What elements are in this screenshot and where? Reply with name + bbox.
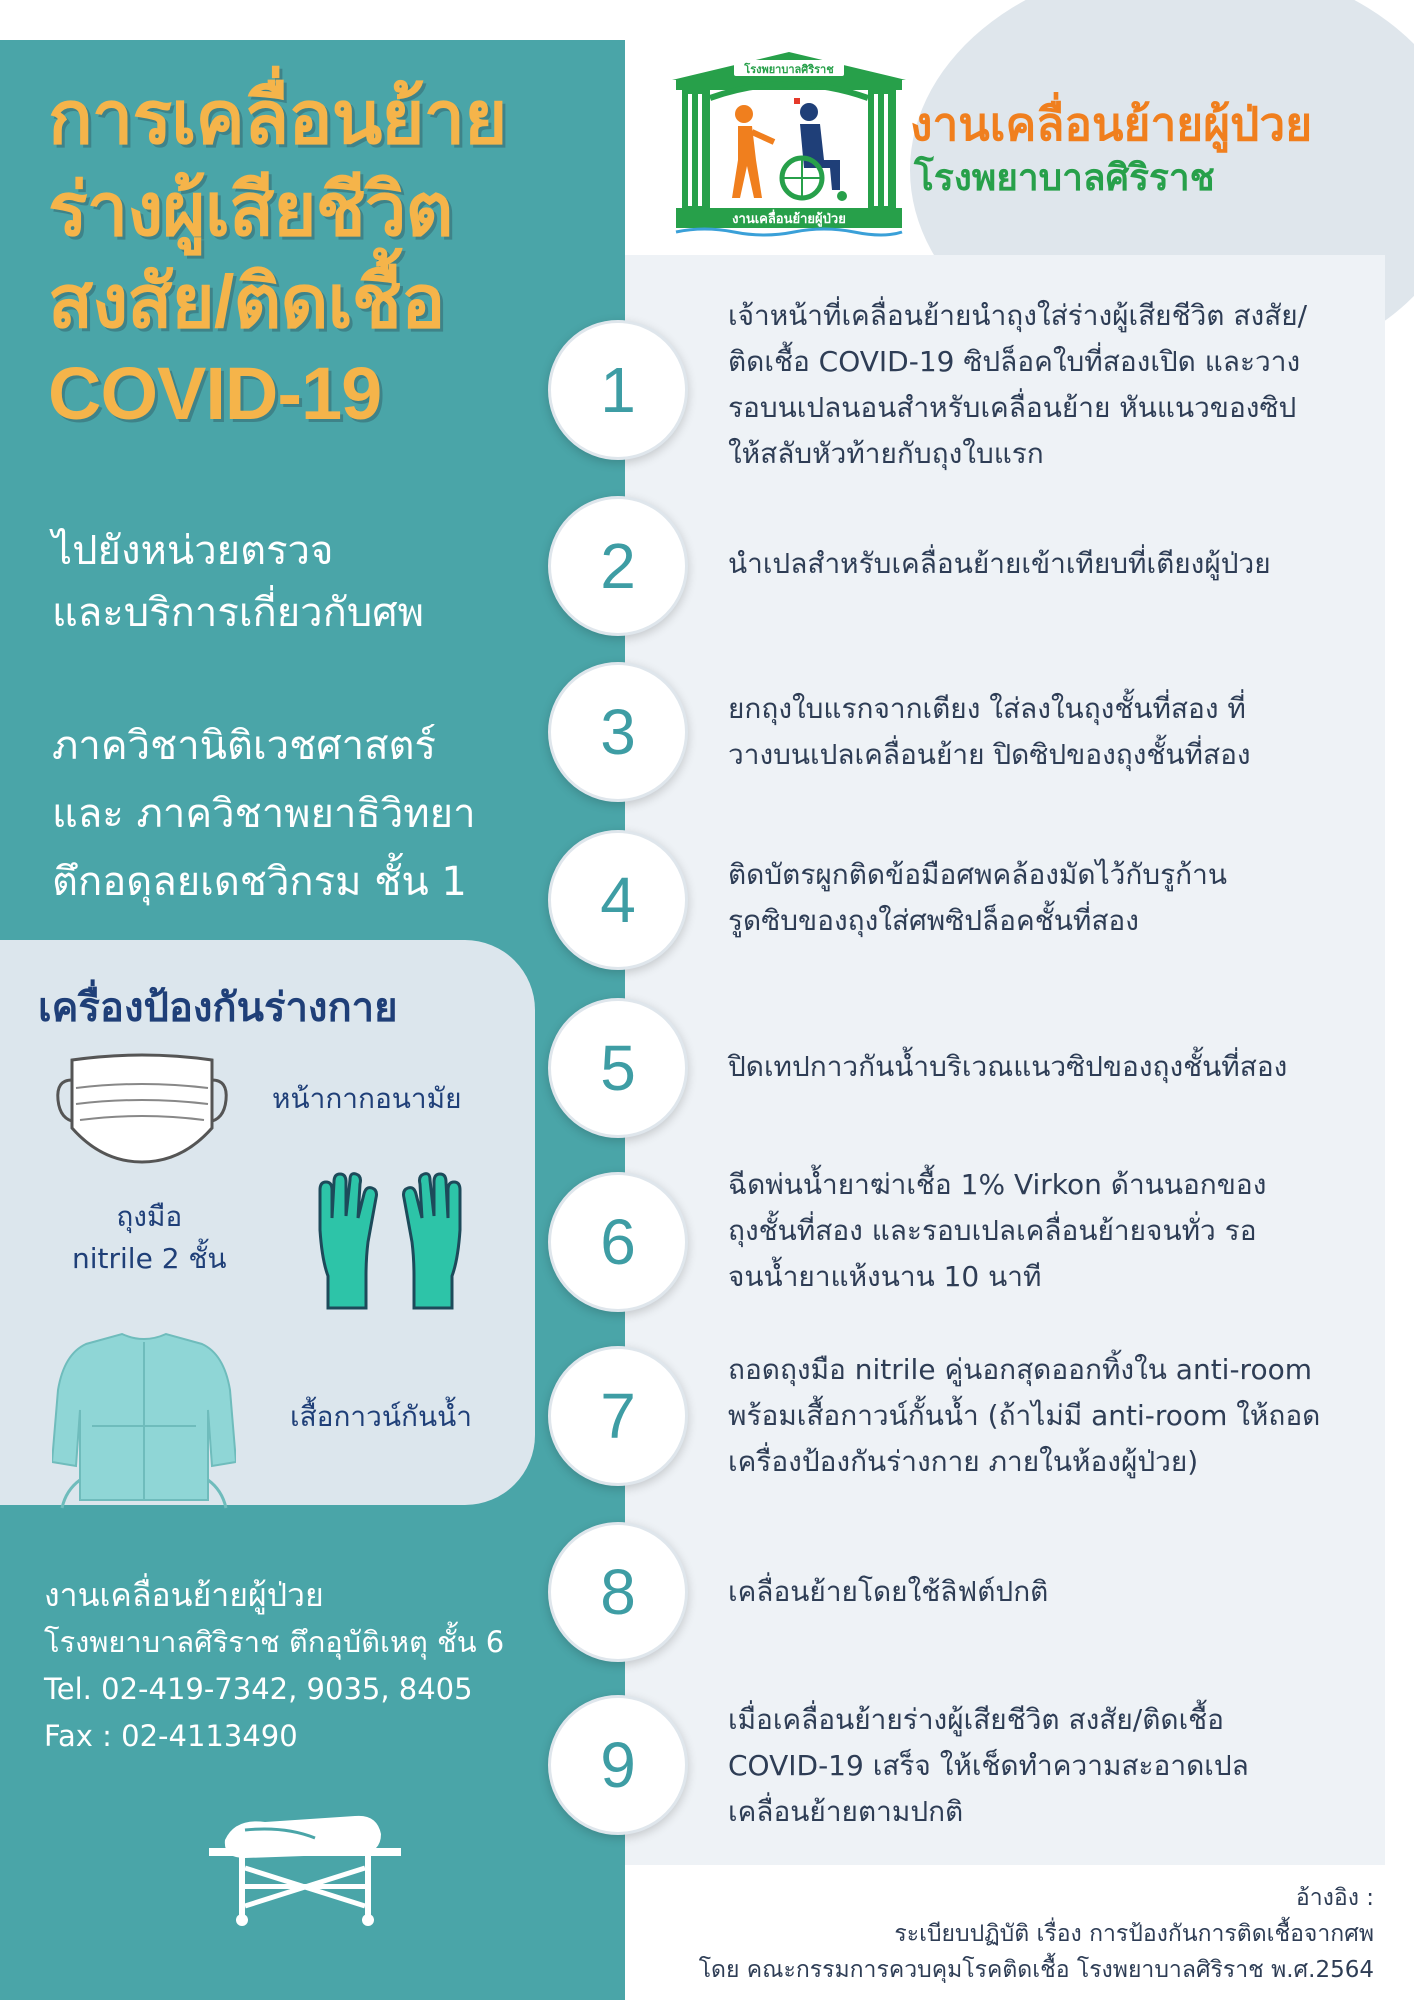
step-4-line-2: รูดซิบของถุงใส่ศพซิปล็อคชั้นที่สอง	[728, 904, 1139, 937]
ppe-title: เครื่องป้องกันร่างกาย	[38, 985, 398, 1031]
step-text-4	[728, 852, 1378, 944]
step-7-line-1: ถอดถุงมือ nitrile คู่นอกสุดออกทิ้งใน anti-room	[728, 1353, 1312, 1386]
destination-line-1: ไปยังหน่วยตรวจ	[52, 528, 334, 574]
step-text-5	[728, 1044, 1378, 1090]
step-number-7: 7	[548, 1346, 688, 1486]
step-number-9: 9	[548, 1695, 688, 1835]
step-6-line-2: ถุงชั้นที่สอง และรอบเปลเคลื่อนย้ายจนทั่ว รอ	[728, 1214, 1257, 1247]
hospital-logo-icon	[664, 50, 914, 240]
step-1-line-4: ให้สลับหัวท้ายกับถุงใบแรก	[728, 437, 1044, 470]
step-2-line-1: นำเปลสำหรับเคลื่อนย้ายเข้าเทียบที่เตียงผู้ป่วย	[728, 547, 1271, 580]
step-text-1	[728, 293, 1378, 477]
page-title	[48, 72, 507, 440]
step-1-line-3: รอบนเปลนอนสำหรับเคลื่อนย้าย หันแนวของซิป	[728, 391, 1297, 424]
step-number-6: 6	[548, 1172, 688, 1312]
contact-tel: Tel. 02-419-7342, 9035, 8405	[44, 1672, 473, 1706]
gloves-label-line-2: nitrile 2 ชั้น	[72, 1242, 227, 1275]
reference-label: อ้างอิง :	[1295, 1885, 1374, 1911]
contact-address: โรงพยาบาลศิริราช ตึกอุบัติเหตุ ชั้น 6	[44, 1625, 505, 1659]
step-number-2: 2	[548, 496, 688, 636]
step-number-3: 3	[548, 662, 688, 802]
step-text-9	[728, 1697, 1378, 1835]
gloves-icon	[310, 1172, 470, 1312]
face-mask-icon	[52, 1050, 232, 1170]
gloves-label-line-1: ถุงมือ	[116, 1200, 183, 1233]
step-number-8: 8	[548, 1522, 688, 1662]
title-line-2: ร่างผู้เสียชีวิต	[48, 168, 453, 251]
step-9-line-3: เคลื่อนย้ายตามปกติ	[728, 1795, 964, 1828]
gown-icon	[52, 1330, 236, 1512]
step-number-1: 1	[548, 320, 688, 460]
step-text-8	[728, 1569, 1378, 1615]
logo-unit-name: งานเคลื่อนย้ายผู้ป่วย	[910, 97, 1313, 151]
logo-badge-top: โรงพยาบาลศิริราช	[744, 63, 834, 76]
step-text-2	[728, 541, 1378, 587]
destination	[52, 520, 424, 644]
contact-info	[44, 1572, 504, 1760]
step-text-7	[728, 1347, 1378, 1485]
step-5-line-1: ปิดเทปกาวกันน้ำบริเวณแนวซิปของถุงชั้นที่สอง	[728, 1050, 1288, 1083]
reference-line-1: ระเบียบปฏิบัติ เรื่อง การป้องกันการติดเชื้อจากศพ	[894, 1921, 1374, 1947]
logo-hospital-name: โรงพยาบาลศิริราช	[914, 156, 1215, 199]
step-6-line-3: จนน้ำยาแห้งนาน 10 นาที	[728, 1260, 1042, 1293]
mask-label: หน้ากากอนามัย	[272, 1082, 462, 1115]
step-3-line-1: ยกถุงใบแรกจากเตียง ใส่ลงในถุงชั้นที่สอง ที่	[728, 692, 1246, 725]
step-9-line-2: COVID-19 เสร็จ ให้เช็ดทำความสะอาดเปล	[728, 1749, 1249, 1782]
step-9-line-1: เมื่อเคลื่อนย้ายร่างผู้เสียชีวิต สงสัย/ติดเชื้อ	[728, 1703, 1224, 1736]
step-7-line-2: พร้อมเสื้อกาวน์กั้นน้ำ (ถ้าไม่มี anti-room ให้ถอด	[728, 1399, 1321, 1432]
step-7-line-3: เครื่องป้องกันร่างกาย ภายในห้องผู้ป่วย)	[728, 1445, 1199, 1478]
department-line-1: ภาควิชานิติเวชศาสตร์	[52, 723, 436, 769]
step-number-4: 4	[548, 830, 688, 970]
contact-fax: Fax : 02-4113490	[44, 1719, 298, 1753]
title-line-1: การเคลื่อนย้าย	[48, 76, 507, 159]
step-1-line-1: เจ้าหน้าที่เคลื่อนย้ายนำถุงใส่ร่างผู้เสียชีวิต สงสัย/	[728, 299, 1308, 332]
department-line-2: และ ภาควิชาพยาธิวิทยา	[52, 791, 476, 837]
step-8-line-1: เคลื่อนย้ายโดยใช้ลิฟต์ปกติ	[728, 1575, 1049, 1608]
step-1-line-2: ติดเชื้อ COVID-19 ซิปล็อคใบที่สองเปิด และวาง	[728, 345, 1301, 378]
reference	[699, 1880, 1374, 1988]
gloves-label	[72, 1196, 227, 1280]
logo-wordmark	[910, 95, 1312, 203]
step-text-3	[728, 686, 1378, 778]
step-3-line-2: วางบนเปลเคลื่อนย้าย ปิดซิปของถุงชั้นที่สอง	[728, 738, 1251, 771]
reference-line-2: โดย คณะกรรมการควบคุมโรคติดเชื้อ โรงพยาบาลศิริราช พ.ศ.2564	[698, 1957, 1374, 1983]
step-text-6	[728, 1162, 1378, 1300]
step-6-line-1: ฉีดพ่นน้ำยาฆ่าเชื้อ 1% Virkon ด้านนอกของ	[728, 1168, 1267, 1201]
step-4-line-1: ติดบัตรผูกติดข้อมือศพคล้องมัดไว้กับรูก้าน	[728, 858, 1227, 891]
gown-label: เสื้อกาวน์กันน้ำ	[290, 1400, 472, 1433]
department	[52, 712, 476, 916]
title-line-4: COVID-19	[48, 352, 382, 435]
logo-badge-bottom: งานเคลื่อนย้ายผู้ป่วย	[732, 212, 846, 227]
destination-line-2: และบริการเกี่ยวกับศพ	[52, 590, 424, 636]
step-number-5: 5	[548, 998, 688, 1138]
contact-unit: งานเคลื่อนย้ายผู้ป่วย	[44, 1576, 324, 1614]
stretcher-icon	[205, 1808, 405, 1928]
title-line-3: สงสัย/ติดเชื้อ	[48, 260, 445, 343]
department-line-3: ตึกอดุลยเดชวิกรม ชั้น 1	[52, 859, 467, 905]
